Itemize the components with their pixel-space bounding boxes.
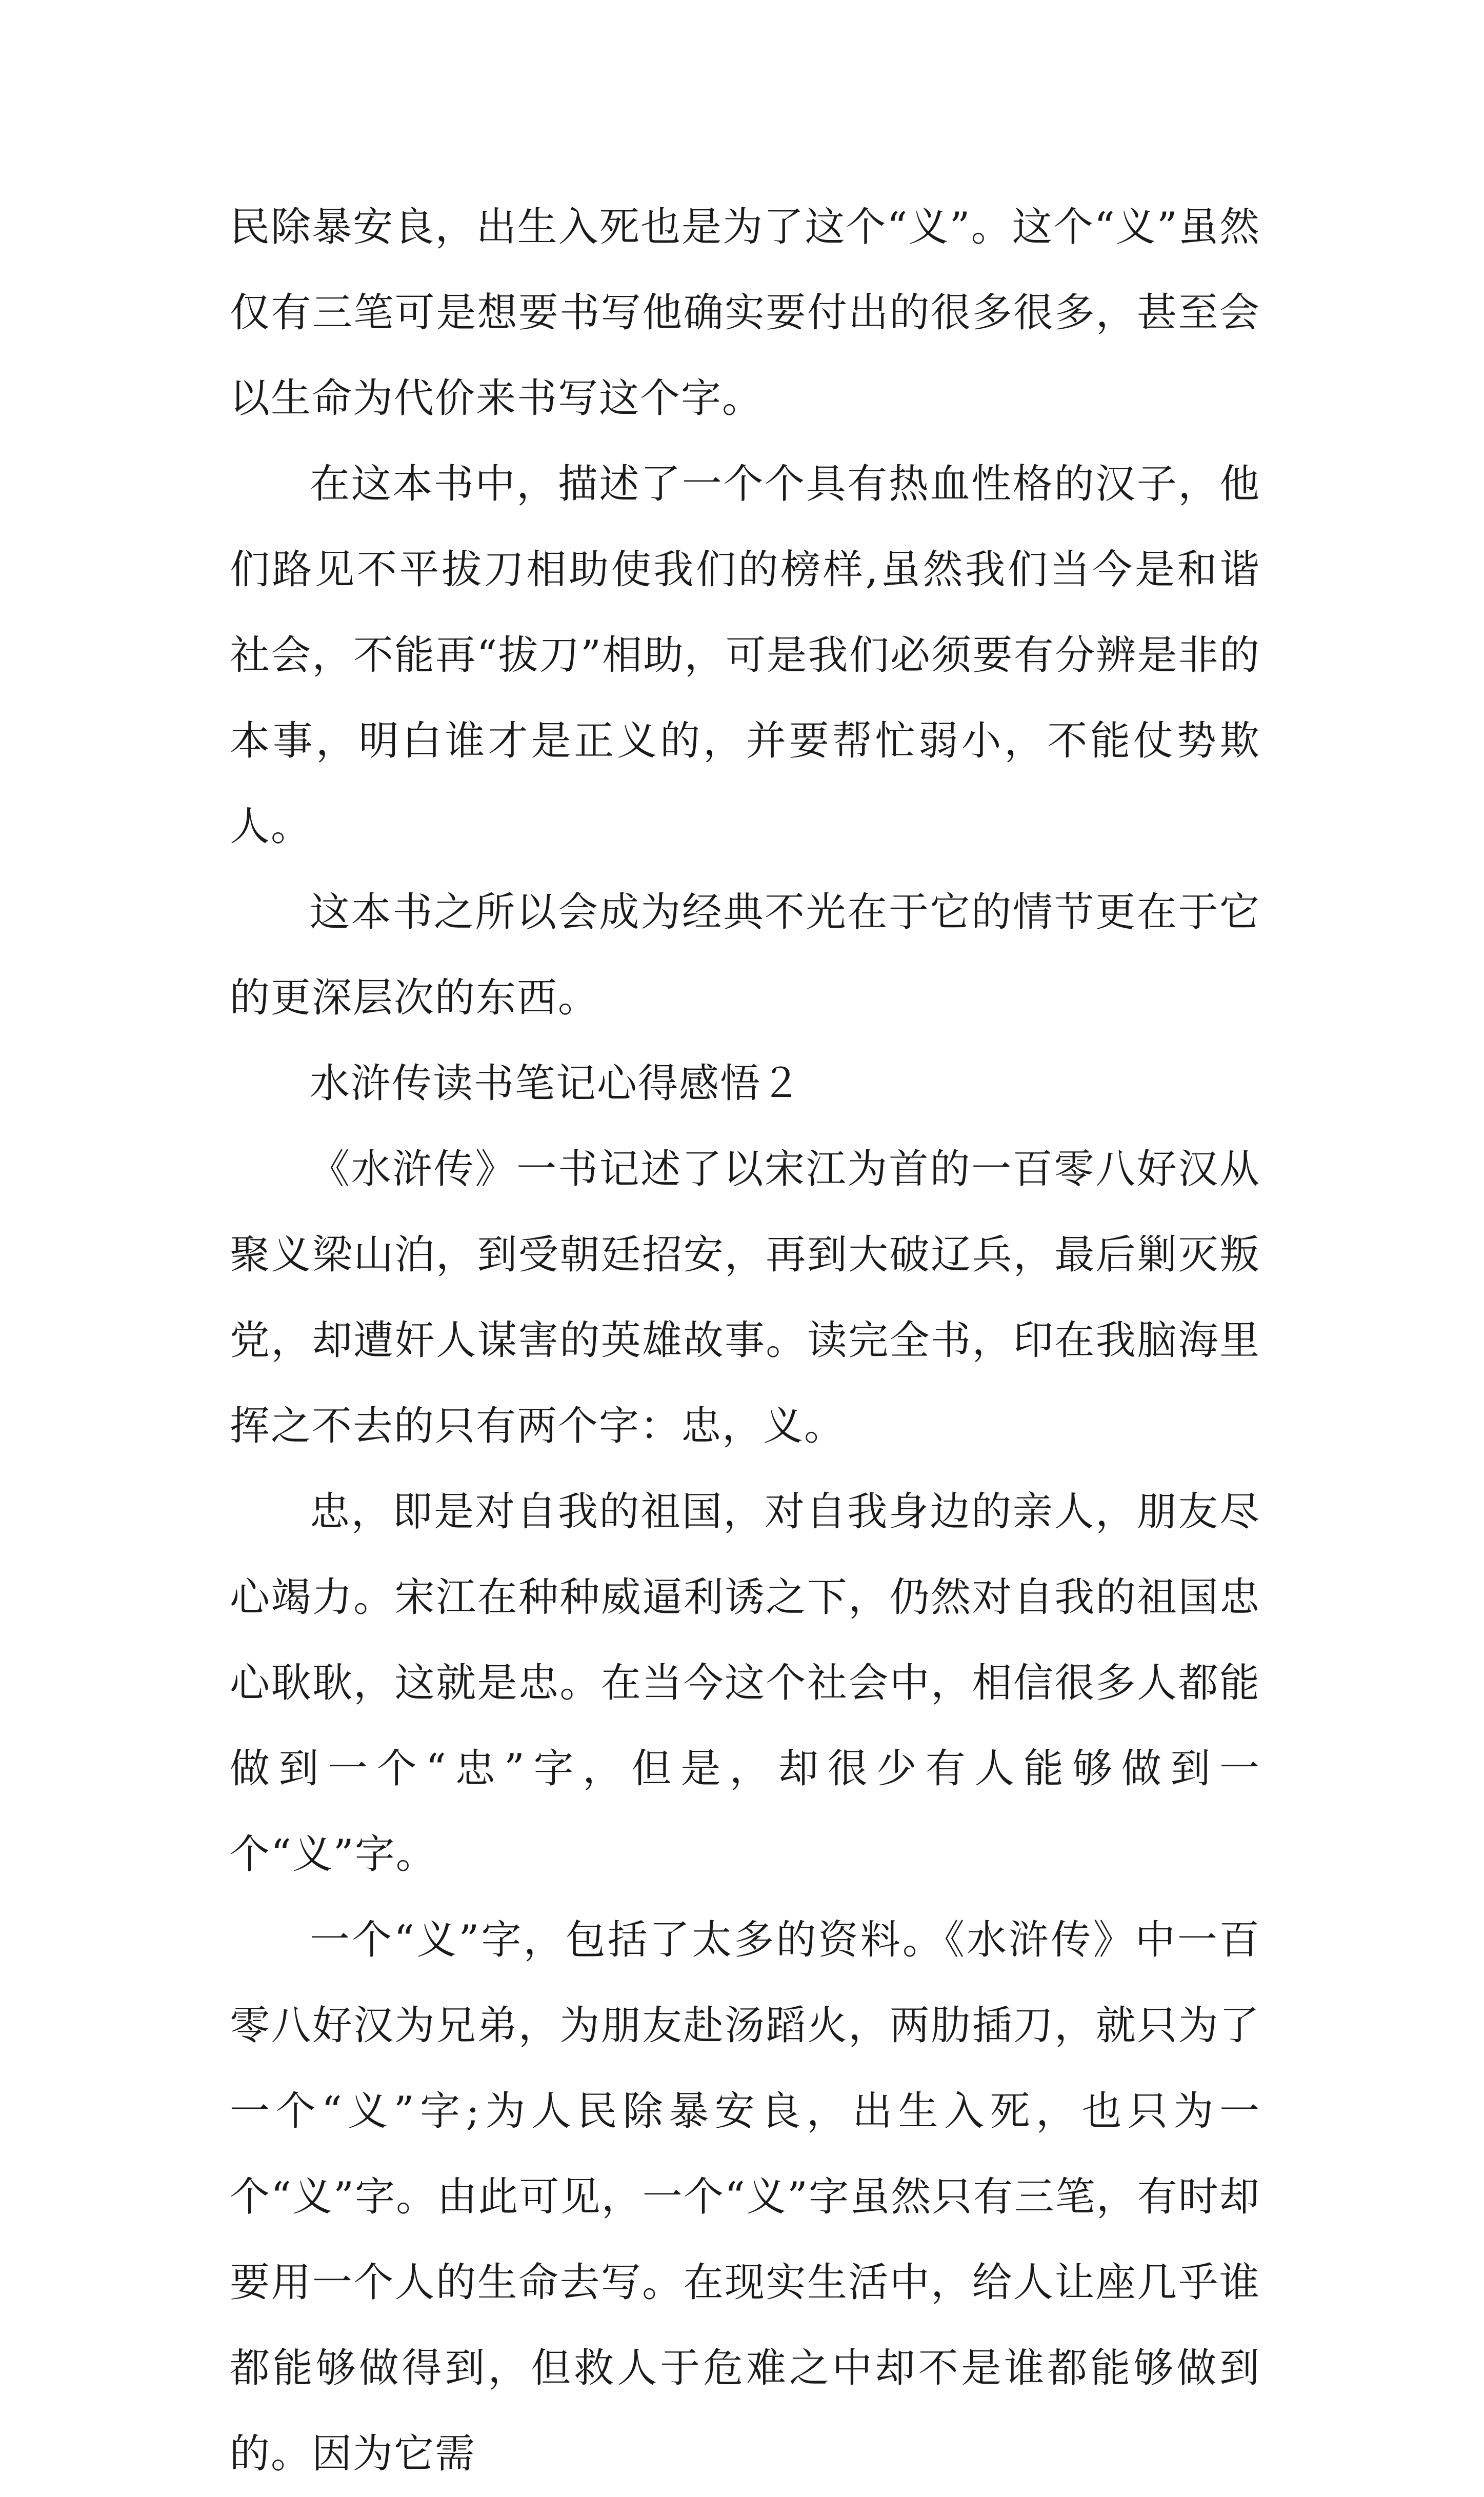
paragraph: 在这本书中，描述了一个个具有热血性格的汉子，他们路见不平拔刀相助使我们的榜样,虽然我们当今是和谐社会，不能再“拔刀”相助，可是我们必须要有分辨是非的本事，明白谁才是正义的，并要帮忙弱小，不能仗势欺人。 <box>230 461 1260 850</box>
paragraph: 忠，即是对自我的祖国，对自我身边的亲人，朋友尽心竭力。宋江在种种威逼利诱之下，仍然对自我的祖国忠心耿耿，这就是忠。在当今这个社会中，相信很多人都能做到一个“忠”字，但是，却很少有人能够做到一个“义”字。 <box>230 1489 1260 1877</box>
paragraph: 一个“义”字，包括了太多的资料。《水浒传》中一百零八好汉为兄弟，为朋友赴汤蹈火，两肋插刀，就只为了一个“义”字;为人民除暴安良，出生入死，也只为一个“义”字。由此可见，一个“义”字虽然只有三笔，有时却要用一个人的生命去写。在现实生活中，给人让座几乎谁都能够做得到，但救人于危难之中却不是谁都能够做到的。因为它需 <box>230 1917 1260 2477</box>
paragraph: 《水浒传》一书记述了以宋江为首的一百零八好汉从聚义梁山泊，到受朝廷招安，再到大破辽兵，最后剿灭叛党，却遭奸人谋害的英雄故事。读完全书，印在我脑海里挥之不去的只有两个字：忠，义。 <box>230 1146 1260 1449</box>
section-heading: 水浒传读书笔记心得感悟２ <box>310 1061 803 1107</box>
paragraph: 民除暴安良，出生入死也是为了这个“义”。这个“义”虽然仅有三笔可是想要书写他确实要付出的很多很多，甚至会以生命为代价来书写这个字。 <box>230 204 1260 422</box>
paragraph: 这本书之所以会成为经典不光在于它的情节更在于它的更深层次的东西。 <box>230 889 1260 1021</box>
document-body <box>230 185 1260 2497</box>
